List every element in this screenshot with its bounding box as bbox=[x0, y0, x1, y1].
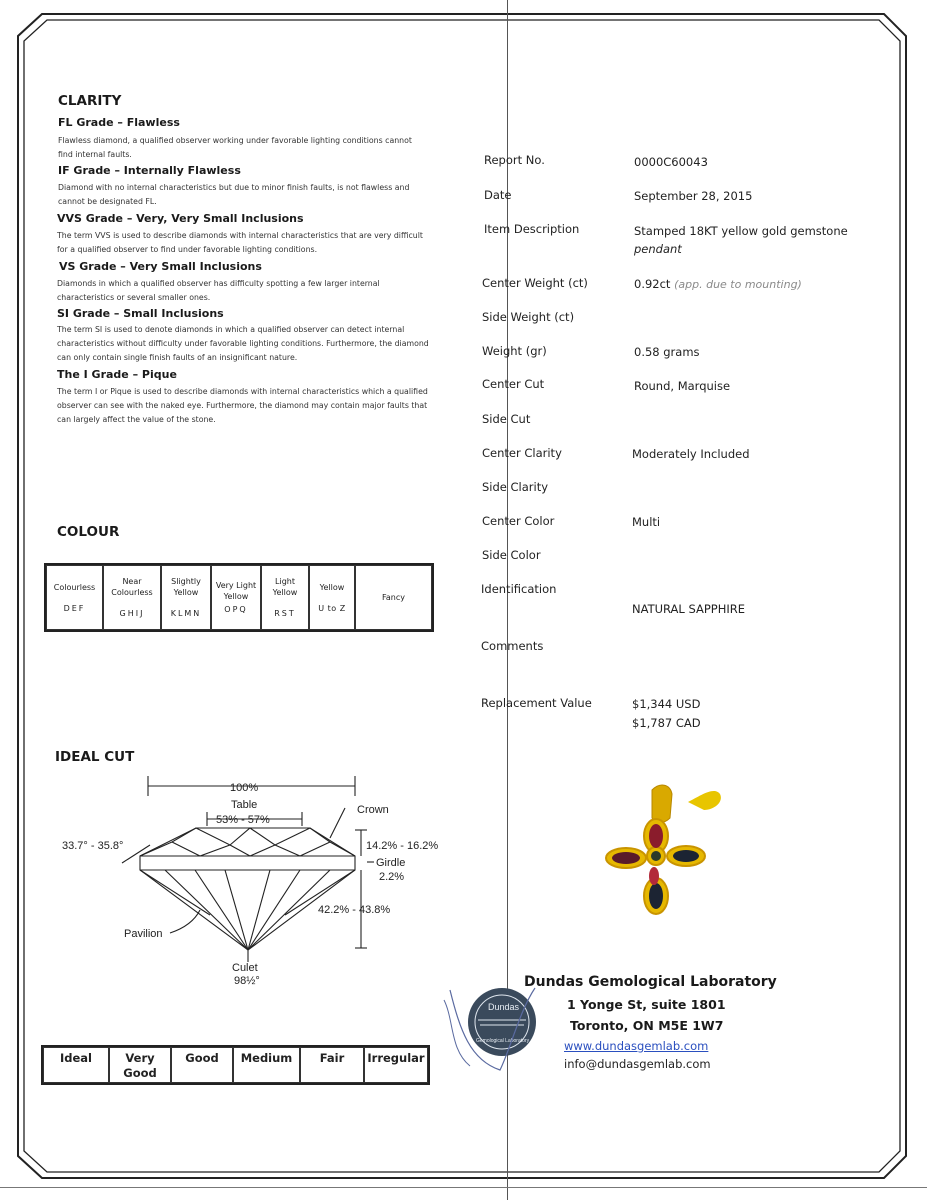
colour-cell: Near Colourless GHIJ bbox=[103, 565, 161, 630]
girdle-label: Girdle bbox=[376, 857, 406, 869]
replacement-value-label: Replacement Value bbox=[481, 696, 592, 710]
culet-value-label: 98½° bbox=[234, 975, 260, 987]
cut-grade-cell: Fair bbox=[300, 1047, 364, 1083]
grade-if-text: Diamond with no internal characteristics but due to minor finish faults, is not flawless and cannot be designated FL. bbox=[58, 183, 410, 206]
colour-cell: Light Yellow RST bbox=[261, 565, 309, 630]
seal-text-top: Dundas bbox=[488, 1002, 520, 1012]
grade-i-text: The term I or Pique is used to describe diamonds with internal characteristics which a qualified observer can see with the naked eye. Furthermore, the diamond may contain major faults that can largely affect the value of the stone. bbox=[57, 387, 428, 424]
colour-cell: Colourless DEF bbox=[46, 565, 103, 630]
width-label: 100% bbox=[230, 782, 259, 794]
grade-if-title: IF Grade – Internally Flawless bbox=[58, 164, 241, 177]
center-cut-value: Round, Marquise bbox=[634, 379, 731, 393]
grade-fl-title: FL Grade – Flawless bbox=[58, 116, 180, 129]
center-weight-label: Center Weight (ct) bbox=[482, 276, 588, 290]
center-color-label: Center Color bbox=[482, 514, 555, 528]
replacement-value-cad: $1,787 CAD bbox=[632, 716, 701, 730]
grade-vs-title: VS Grade – Very Small Inclusions bbox=[59, 260, 262, 273]
grade-vvs-text: The term VVS is used to describe diamonds with internal characteristics that are very difficult for a qualified observer to find under favorable lighting conditions. bbox=[57, 231, 423, 254]
grade-fl-text: Flawless diamond, a qualified observer working under favorable lighting conditions cannot find internal faults. bbox=[58, 136, 412, 159]
table-range-label: 53% - 57% bbox=[216, 814, 270, 826]
identification-value: NATURAL SAPPHIRE bbox=[632, 602, 746, 616]
center-clarity-value: Moderately Included bbox=[632, 447, 750, 461]
replacement-value-usd: $1,344 USD bbox=[632, 697, 701, 711]
pendant-image bbox=[600, 780, 730, 940]
lab-website-link[interactable]: www.dundasgemlab.com bbox=[564, 1039, 709, 1053]
colour-cell: Fancy bbox=[355, 565, 432, 630]
comments-label: Comments bbox=[481, 639, 544, 653]
cut-grade-cell: Irregular bbox=[364, 1047, 428, 1083]
pavilion-depth-label: 42.2% - 43.8% bbox=[318, 904, 391, 916]
weight-label: Weight (gr) bbox=[482, 344, 547, 358]
date-label: Date bbox=[484, 188, 512, 202]
culet-label: Culet bbox=[232, 962, 258, 974]
lab-address-1: 1 Yonge St, suite 1801 bbox=[567, 997, 726, 1012]
side-clarity-label: Side Clarity bbox=[482, 480, 549, 494]
colour-cell: Yellow U to Z bbox=[309, 565, 355, 630]
crown-label: Crown bbox=[357, 804, 389, 816]
grade-vvs-title: VVS Grade – Very, Very Small Inclusions bbox=[57, 212, 304, 225]
lab-address-2: Toronto, ON M5E 1W7 bbox=[570, 1018, 724, 1033]
center-cut-label: Center Cut bbox=[482, 377, 545, 391]
ideal-cut-heading: IDEAL CUT bbox=[55, 749, 135, 765]
identification-label: Identification bbox=[481, 582, 557, 596]
report-no-value: 0000C60043 bbox=[634, 155, 708, 169]
pavilion-label: Pavilion bbox=[124, 928, 163, 940]
cut-grade-table bbox=[41, 1045, 430, 1085]
grade-si-text: The term SI is used to denote diamonds in which a qualified observer can detect internal characteristics without difficulty under favorable lighting conditions. Furthermore, the diamond can only contain single finish faults of an insignificant nature. bbox=[57, 325, 429, 362]
center-color-value: Multi bbox=[632, 515, 661, 529]
cut-grade-cell: Very Good bbox=[109, 1047, 171, 1083]
clarity-heading: CLARITY bbox=[58, 93, 122, 109]
grade-i-title: The I Grade – Pique bbox=[57, 368, 177, 381]
cut-grade-cell: Good bbox=[171, 1047, 233, 1083]
colour-cell: Slightly Yellow KLMN bbox=[161, 565, 211, 630]
grade-vs-text: Diamonds in which a qualified observer has difficulty spotting a few larger internal characteristics or several smaller ones. bbox=[57, 279, 380, 302]
side-color-label: Side Color bbox=[482, 548, 541, 562]
center-weight-value: 0.92ct (app. due to mounting) bbox=[634, 277, 802, 291]
item-description-value-2: pendant bbox=[634, 242, 682, 256]
colour-cell: Very Light Yellow OPQ bbox=[211, 565, 261, 630]
cut-grade-cell: Medium bbox=[233, 1047, 300, 1083]
side-weight-label: Side Weight (ct) bbox=[482, 310, 575, 324]
cut-grade-cell: Ideal bbox=[43, 1047, 109, 1083]
date-value: September 28, 2015 bbox=[634, 189, 753, 203]
colour-heading: COLOUR bbox=[57, 524, 120, 540]
girdle-value-label: 2.2% bbox=[379, 871, 405, 883]
seal-text-bottom: Gemological Laboratory bbox=[476, 1038, 530, 1044]
table-label: Table bbox=[231, 799, 258, 811]
lab-name: Dundas Gemological Laboratory bbox=[524, 974, 777, 990]
crown-angle-label: 33.7° - 35.8° bbox=[62, 840, 124, 852]
side-cut-label: Side Cut bbox=[482, 412, 531, 426]
weight-value: 0.58 grams bbox=[634, 345, 700, 359]
lab-email: info@dundasgemlab.com bbox=[564, 1057, 711, 1071]
crown-height-label: 14.2% - 16.2% bbox=[366, 840, 439, 852]
item-description-value: Stamped 18KT yellow gold gemstone bbox=[634, 224, 848, 238]
report-no-label: Report No. bbox=[484, 153, 545, 167]
grade-si-title: SI Grade – Small Inclusions bbox=[57, 307, 224, 320]
item-description-label: Item Description bbox=[484, 222, 580, 236]
center-clarity-label: Center Clarity bbox=[482, 446, 562, 460]
